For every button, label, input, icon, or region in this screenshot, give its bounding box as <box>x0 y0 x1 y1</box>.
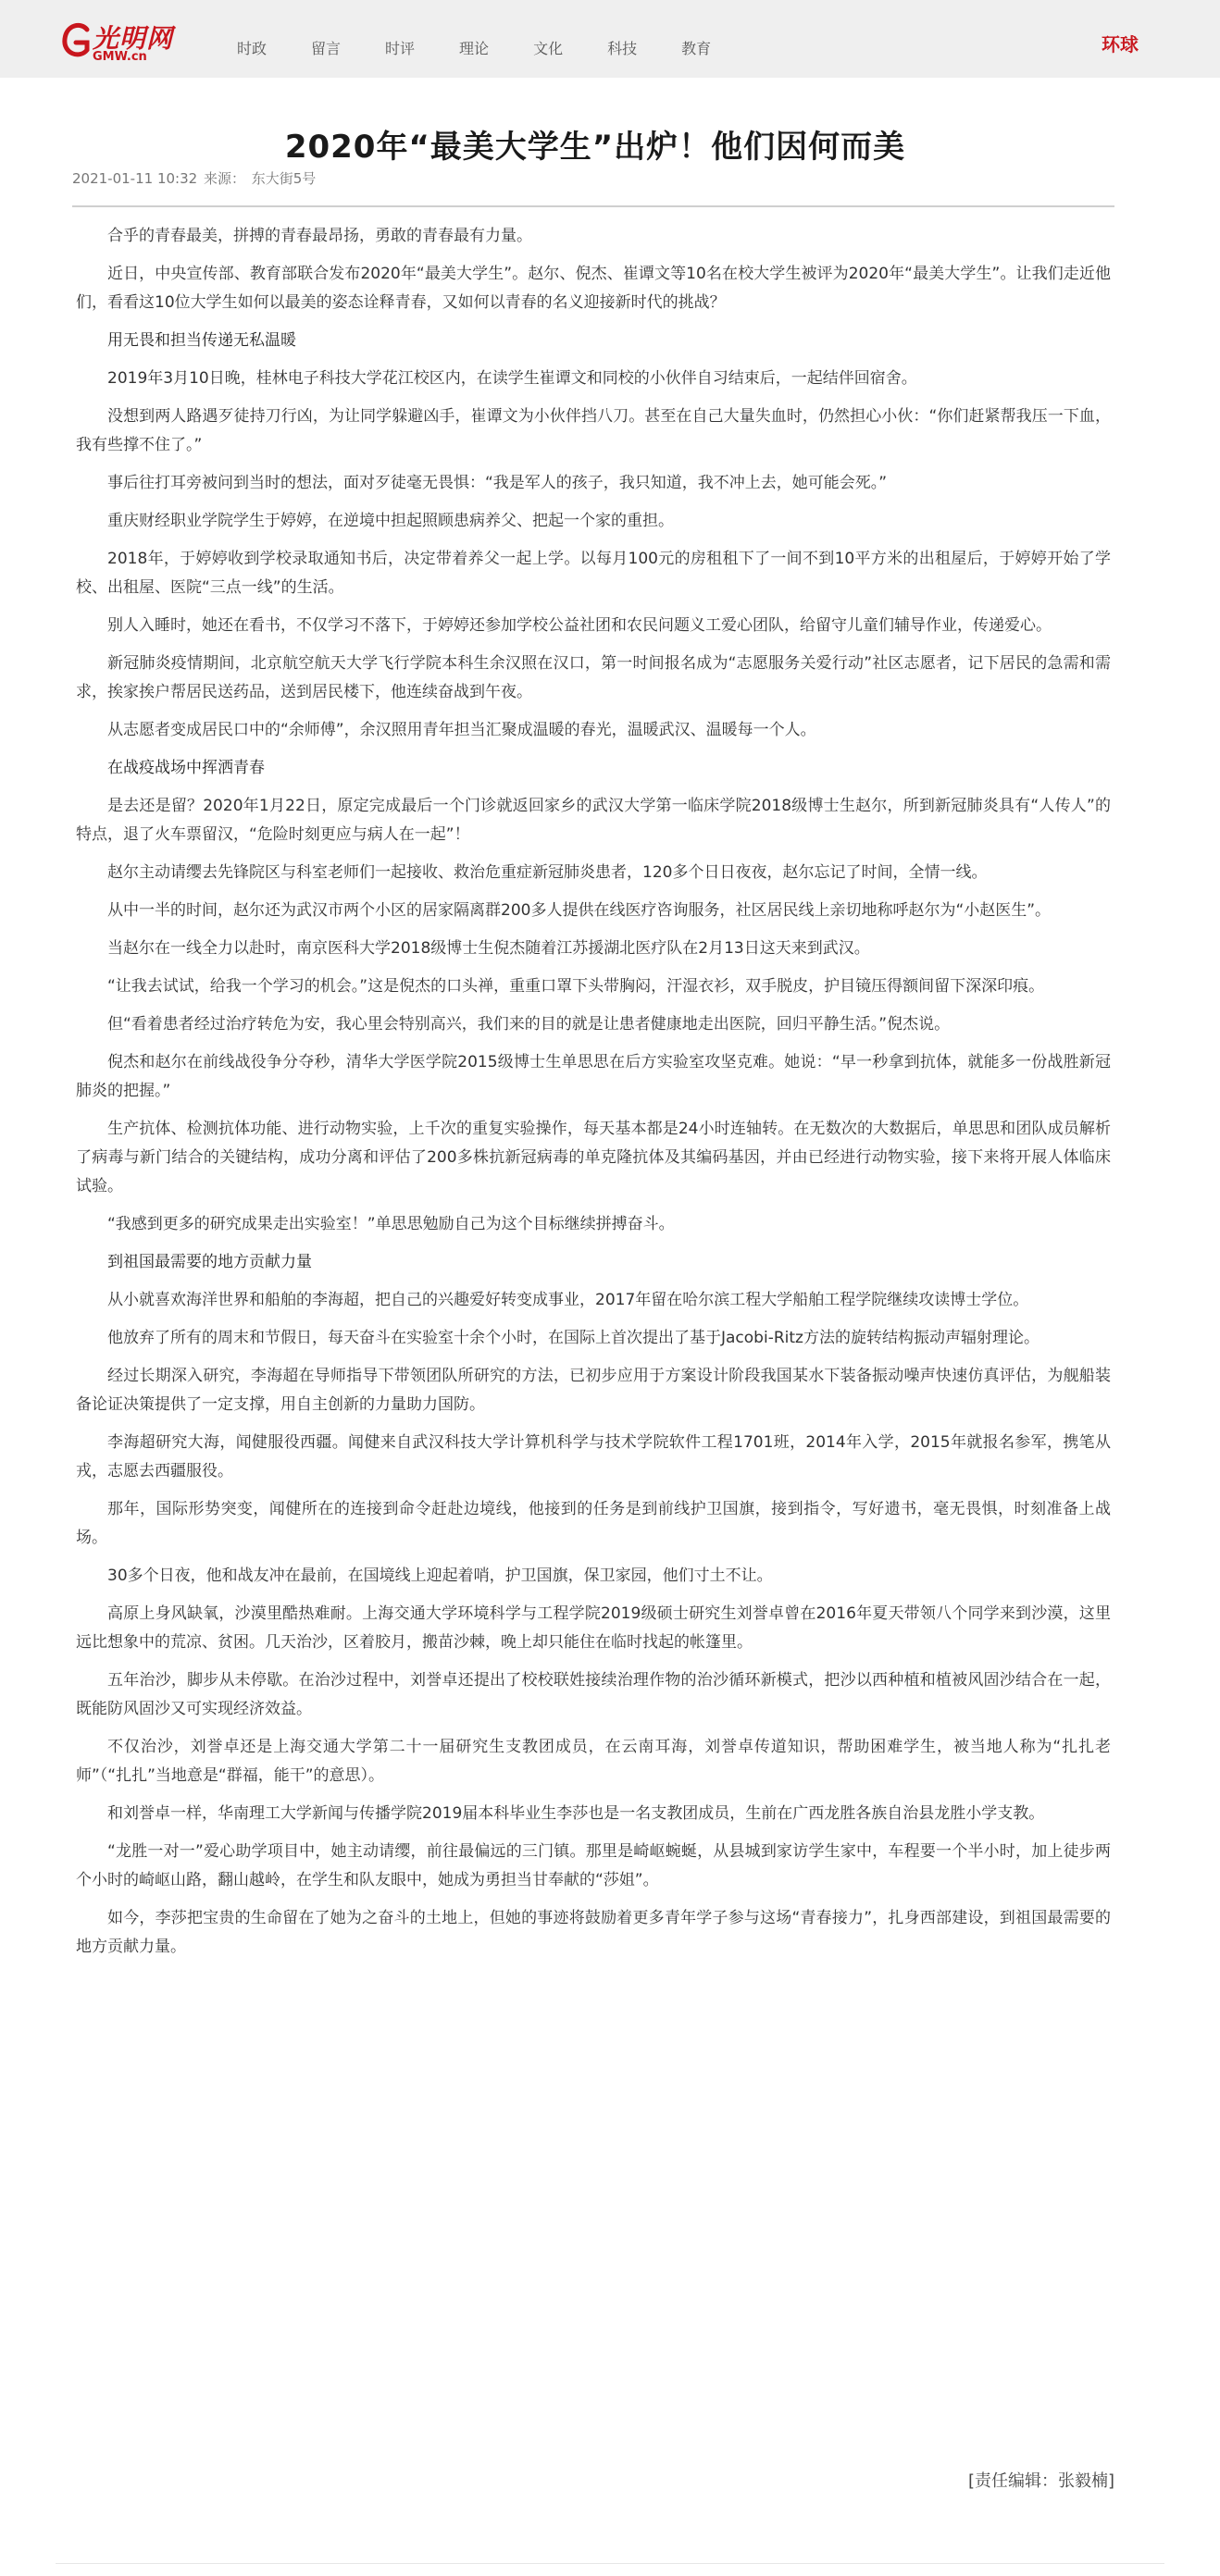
source-label: 来源： <box>203 170 245 187</box>
nav-item[interactable]: 时评 <box>385 40 416 57</box>
paragraph: “让我去试试，给我一个学习的机会。”这是倪杰的口头禅，重重口罩下头带胸闷，汗湿衣衫，双手脱皮，护目镜压得额间留下深深印痕。 <box>107 977 1045 996</box>
paragraph: 倪杰和赵尔在前线战役争分夺秒，清华大学医学院2015级博士生单思思在后方实验室攻坚克难。她说：“早一秒拿到抗体，就能多一份战胜新冠肺炎的把握。” <box>76 1053 1111 1100</box>
paragraph: 事后往打耳旁被问到当时的想法，面对歹徒毫无畏惧：“我是军人的孩子，我只知道，我不冲上去，她可能会死。” <box>107 474 888 492</box>
paragraph: 不仅治沙，刘誉卓还是上海交通大学第二十一届研究生支教团成员，在云南耳海，刘誉卓传道知识，帮助困难学生，被当地人称为“扎扎老师”（“扎扎”当地意是“群福，能干”的意思）。 <box>76 1738 1111 1785</box>
paragraph: 重庆财经职业学院学生于婷婷，在逆境中担起照顾患病养父、把起一个家的重担。 <box>107 512 674 530</box>
paragraph: 高原上身风缺氧，沙漠里酷热难耐。上海交通大学环境科学与工程学院2019级硕士研究生刘誉卓曾在2016年夏天带领八个同学来到沙漠，这里远比想象中的荒凉、贫困。几天治沙，区着胶月，搬苗沙棘，晚上却只能住在临时找起的帐篷里。 <box>76 1604 1111 1652</box>
nav-item[interactable]: 时政 <box>237 40 268 57</box>
paragraph: 经过长期深入研究，李海超在导师指导下带领团队所研究的方法，已初步应用于方案设计阶段我国某水下装备振动噪声快速仿真评估，为舰船装备论证决策提供了一定支撑，用自主创新的力量助力国防。 <box>76 1367 1111 1414</box>
site-logo[interactable] <box>61 17 181 65</box>
partner-logo-text: 环球 <box>1102 33 1139 56</box>
article-source[interactable]: 东大街5号 <box>251 170 317 187</box>
paragraph: 别人入睡时，她还在看书，不仅学习不落下，于婷婷还参加学校公益社团和农民问题义工爱心团队，给留守儿童们辅导作业，传递爱心。 <box>107 616 1052 635</box>
nav-item[interactable]: 文化 <box>533 40 564 57</box>
paragraph: 和刘誉卓一样，华南理工大学新闻与传播学院2019届本科毕业生李莎也是一名支教团成员，生前在广西龙胜各族自治县龙胜小学支教。 <box>107 1804 1045 1823</box>
paragraph: 近日，中央宣传部、教育部联合发布2020年“最美大学生”。赵尔、倪杰、崔谭文等10名在校大学生被评为2020年“最美大学生”。让我们走近他们，看看这10位大学生如何以最美的姿态诠释青春，又如何以青春的名义迎接新时代的挑战？ <box>76 265 1111 312</box>
article-meta <box>72 168 317 188</box>
paragraph: 新冠肺炎疫情期间，北京航空航天大学飞行学院本科生余汉照在汉口，第一时间报名成为“志愿服务关爱行动”社区志愿者，记下居民的急需和需求，挨家挨户帮居民送药品，送到居民楼下，他连续奋战到午夜。 <box>76 654 1111 701</box>
logo-text: 光明网 <box>93 23 174 54</box>
logo-g-icon <box>61 20 93 61</box>
paragraph: 从中一半的时间，赵尔还为武汉市两个小区的居家隔离群200多人提供在线医疗咨询服务，社区居民线上亲切地称呼赵尔为“小赵医生”。 <box>107 901 1052 920</box>
footer-divider <box>56 2563 1164 2564</box>
paragraph: “龙胜一对一”爱心助学项目中，她主动请缨，前往最偏远的三门镇。那里是崎岖蜿蜒，从县城到家访学生家中，车程要一个半小时，加上徒步两个小时的崎岖山路，翻山越岭，在学生和队友眼中，她成为勇担当甘奉献的“莎姐”。 <box>76 1842 1111 1889</box>
paragraph: 2018年，于婷婷收到学校录取通知书后，决定带着养父一起上学。以每月100元的房租租下了一间不到10平方米的出租屋后，于婷婷开始了学校、出租屋、医院“三点一线”的生活。 <box>76 550 1111 597</box>
paragraph: “我感到更多的研究成果走出实验室！”单思思勉励自己为这个目标继续拼搏奋斗。 <box>107 1215 675 1233</box>
section-heading: 用无畏和担当传递无私温暖 <box>107 331 296 350</box>
nav-item[interactable]: 理论 <box>459 40 490 57</box>
nav-item[interactable]: 科技 <box>607 40 638 57</box>
paragraph: 生产抗体、检测抗体功能、进行动物实验，上千次的重复实验操作，每天基本都是24小时连轴转。在无数次的大数据后，单思思和团队成员解析了病毒与新门结合的关键结构，成功分离和评估了200多株抗新冠病毒的单克隆抗体及其编码基因，并由已经进行动物实验，接下来将开展人体临床试验。 <box>76 1120 1111 1195</box>
paragraph: 从小就喜欢海洋世界和船舶的李海超，把自己的兴趣爱好转变成事业，2017年留在哈尔滨工程大学船舶工程学院继续攻读博士学位。 <box>107 1291 1029 1309</box>
nav-item[interactable]: 教育 <box>681 40 712 57</box>
article-date: 2021-01-11 10:32 <box>72 170 198 187</box>
article-body <box>76 222 1111 1971</box>
paragraph: 是去还是留？2020年1月22日，原定完成最后一个门诊就返回家乡的武汉大学第一临床学院2018级博士生赵尔，所到新冠肺炎具有“人传人”的特点，退了火车票留汉，“危险时刻更应与病人在一起”！ <box>76 797 1111 844</box>
title-divider <box>72 205 1114 207</box>
main-nav <box>237 37 755 58</box>
nav-item[interactable]: 留言 <box>311 40 342 57</box>
paragraph: 他放弃了所有的周末和节假日，每天奋斗在实验室十余个小时，在国际上首次提出了基于Jacobi-Ritz方法的旋转结构振动声辐射理论。 <box>107 1329 1039 1347</box>
section-heading: 在战疫战场中挥洒青春 <box>107 759 265 777</box>
section-heading: 到祖国最需要的地方贡献力量 <box>107 1253 312 1271</box>
paragraph: 从志愿者变成居民口中的“余师傅”，余汉照用青年担当汇聚成温暖的春光，温暖武汉、温暖每一个人。 <box>107 721 816 739</box>
paragraph: 没想到两人路遇歹徒持刀行凶，为让同学躲避凶手，崔谭文为小伙伴挡八刀。甚至在自己大量失血时，仍然担心小伙：“你们赶紧帮我压一下血，我有些撑不住了。” <box>76 407 1111 454</box>
paragraph: 2019年3月10日晚，桂林电子科技大学花江校区内，在读学生崔谭文和同校的小伙伴自习结束后，一起结伴回宿舍。 <box>107 369 917 388</box>
paragraph: 那年，国际形势突变，闻健所在的连接到命令赶赴边境线，他接到的任务是到前线护卫国旗，接到指令，写好遗书，毫无畏惧，时刻准备上战场。 <box>76 1500 1111 1547</box>
top-navigation-bar <box>0 0 1220 78</box>
paragraph: 如今，李莎把宝贵的生命留在了她为之奋斗的土地上，但她的事迹将鼓励着更多青年学子参与这场“青春接力”，扎身西部建设，到祖国最需要的地方贡献力量。 <box>76 1909 1111 1956</box>
paragraph: 当赵尔在一线全力以赴时，南京医科大学2018级博士生倪杰随着江苏援湖北医疗队在2月13日这天来到武汉。 <box>107 939 870 958</box>
paragraph: 但“看着患者经过治疗转危为安，我心里会特别高兴，我们来的目的就是让患者健康地走出医院，回归平静生活。”倪杰说。 <box>107 1015 951 1034</box>
paragraph: 五年治沙，脚步从未停歇。在治沙过程中，刘誉卓还提出了校校联姓接续治理作物的治沙循环新模式，把沙以西种植和植被风固沙结合在一起，既能防风固沙又可实现经济效益。 <box>76 1671 1111 1718</box>
paragraph: 赵尔主动请缨去先锋院区与科室老师们一起接收、救治危重症新冠肺炎患者，120多个日日夜夜，赵尔忘记了时间，全情一线。 <box>107 863 988 882</box>
responsible-editor: [责任编辑：张毅楠] <box>967 2471 1114 2491</box>
partner-logo[interactable] <box>1102 28 1144 54</box>
paragraph: 30多个日夜，他和战友冲在最前，在国境线上迎起着哨，护卫国旗，保卫家园，他们寸土不让。 <box>107 1567 773 1585</box>
article-title: 2020年“最美大学生”出炉！他们因何而美 <box>284 128 906 166</box>
paragraph: 李海超研究大海，闻健服役西疆。闻健来自武汉科技大学计算机科学与技术学院软件工程1701班，2014年入学，2015年就报名参军，携笔从戎，志愿去西疆服役。 <box>76 1433 1111 1480</box>
logo-subtext: GMW.cn <box>93 50 147 64</box>
paragraph: 合乎的青春最美，拼搏的青春最昂扬，勇敢的青春最有力量。 <box>107 227 532 245</box>
